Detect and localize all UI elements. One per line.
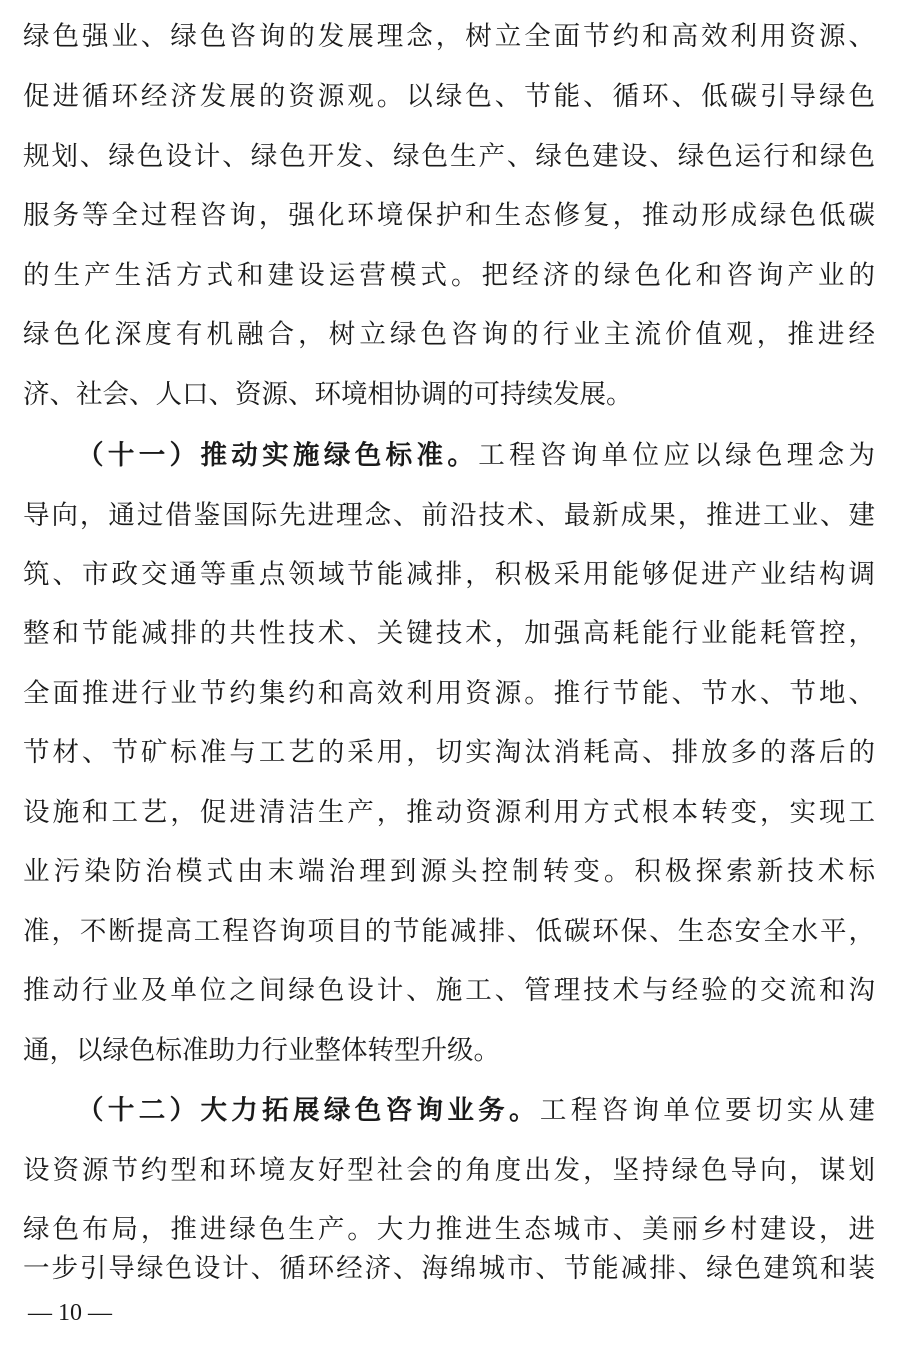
paragraph-line: 绿色化深度有机融合，树立绿色咨询的行业主流价值观，推进经: [23, 319, 875, 350]
page-number: — 10 —: [28, 1300, 112, 1326]
paragraph-line: 筑、市政交通等重点领域节能减排，积极采用能够促进产业结构调: [23, 559, 875, 590]
paragraph-line: 服务等全过程咨询，强化环境保护和生态修复，推动形成绿色低碳: [23, 200, 875, 231]
paragraph-line: 全面推进行业节约集约和高效利用资源。推行节能、节水、节地、: [23, 678, 875, 709]
paragraph-line: 绿色布局，推进绿色生产。大力推进生态城市、美丽乡村建设，进: [23, 1214, 875, 1245]
paragraph-line: 业污染防治模式由末端治理到源头控制转变。积极探索新技术标: [23, 856, 875, 887]
paragraph-line: 绿色强业、绿色咨询的发展理念，树立全面节约和高效利用资源、: [23, 21, 875, 52]
paragraph-line: 设资源节约型和环境友好型社会的角度出发，坚持绿色导向，谋划: [23, 1155, 875, 1186]
section-11-first-line-text: 工程咨询单位应以绿色理念为: [478, 440, 875, 471]
paragraph-line: 准，不断提高工程咨询项目的节能减排、低碳环保、生态安全水平，: [23, 916, 875, 947]
section-12-first-line-text: 工程咨询单位要切实从建: [539, 1095, 875, 1126]
paragraph-line: 通，以绿色标准助力行业整体转型升级。: [23, 1035, 500, 1066]
paragraph-line: 导向，通过借鉴国际先进理念、前沿技术、最新成果，推进工业、建: [23, 500, 875, 531]
paragraph-line: 促进循环经济发展的资源观。以绿色、节能、循环、低碳引导绿色: [23, 81, 875, 112]
paragraph-line: 设施和工艺，促进清洁生产，推动资源利用方式根本转变，实现工: [23, 797, 875, 828]
paragraph-line: 济、社会、人口、资源、环境相协调的可持续发展。: [23, 379, 633, 410]
section-11-heading: （十一）推动实施绿色标准。: [77, 440, 479, 471]
paragraph-line: 推动行业及单位之间绿色设计、施工、管理技术与经验的交流和沟: [23, 975, 875, 1006]
paragraph-line: 规划、绿色设计、绿色开发、绿色生产、绿色建设、绿色运行和绿色: [23, 141, 875, 172]
paragraph-line: 的生产生活方式和建设运营模式。把经济的绿色化和咨询产业的: [23, 260, 875, 291]
paragraph-line: 整和节能减排的共性技术、关键技术，加强高耗能行业能耗管控，: [23, 618, 875, 649]
paragraph-line: 一步引导绿色设计、循环经济、海绵城市、节能减排、绿色建筑和装: [23, 1253, 875, 1284]
paragraph-line: 节材、节矿标准与工艺的采用，切实淘汰消耗高、排放多的落后的: [23, 737, 875, 768]
section-11-first-line: [77, 436, 875, 476]
section-12-first-line: [77, 1091, 875, 1131]
section-12-heading: （十二）大力拓展绿色咨询业务。: [77, 1095, 540, 1126]
